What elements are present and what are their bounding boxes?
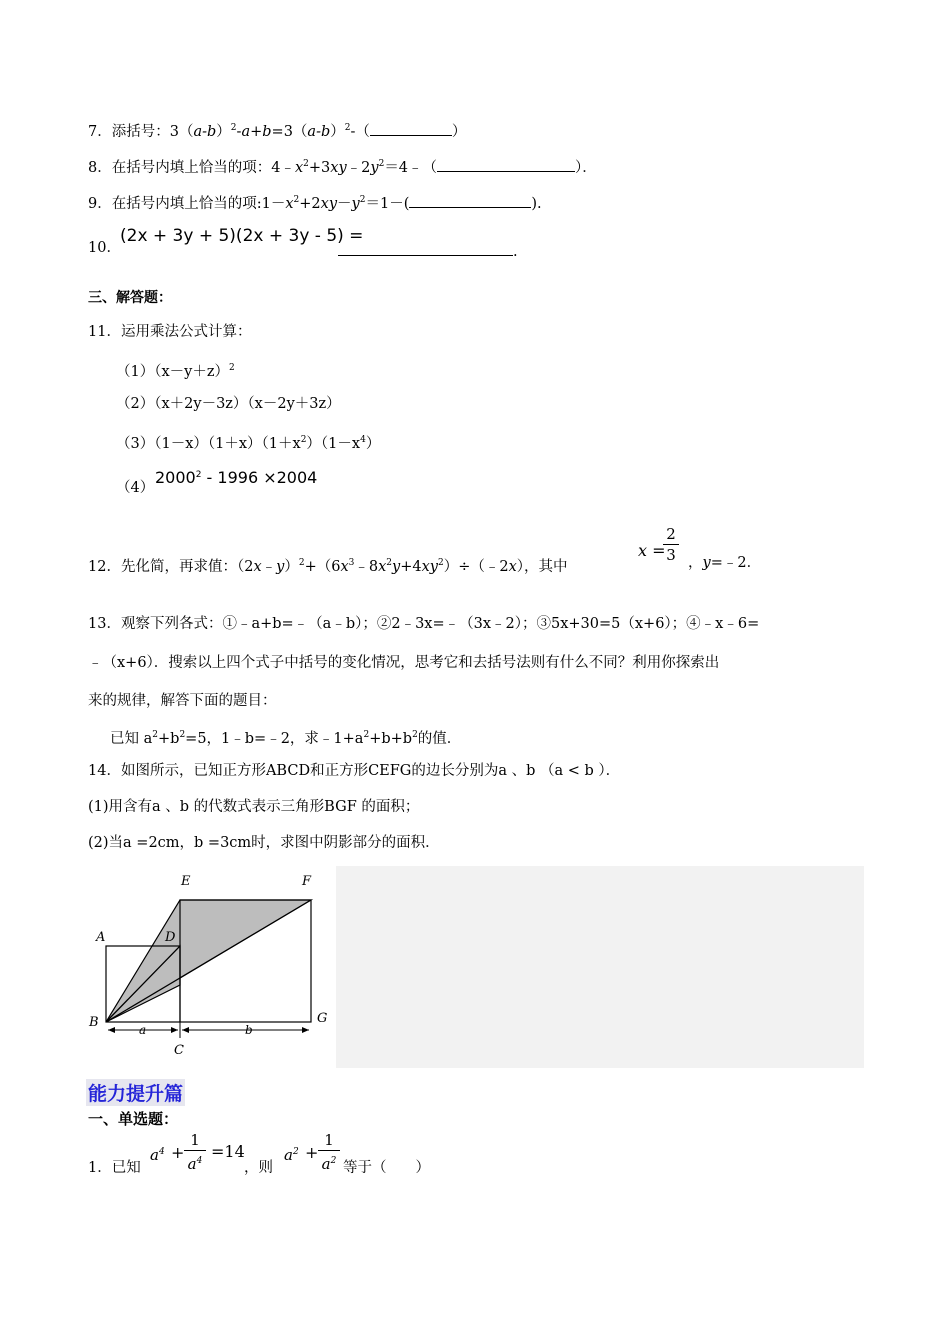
answer-blank[interactable] xyxy=(409,193,531,208)
question-12: 12．先化简，再求值：$(2x﹣y)^2+(6x^3﹣8x^2y+4xy^2)\div(﹣2x)$，其中 xyxy=(88,558,568,575)
question-10-number: 10． xyxy=(88,240,121,256)
section-title-advanced: 能力提升篇 xyxy=(86,1079,185,1106)
label-d: D xyxy=(165,930,176,945)
label-a: A xyxy=(96,930,106,945)
q11-part-4-label: （4） xyxy=(116,480,155,496)
q1-plus-2: + xyxy=(305,1143,319,1162)
question-8: 8．在括号内填上恰当的项：$4﹣x^2+3xy﹣2y^2=4﹣$（ ）． xyxy=(88,159,597,176)
question-11: 11．运用乘法公式计算： xyxy=(88,324,252,340)
q1-equals-14: =14 xyxy=(211,1142,245,1161)
q12-x-equals: x = xyxy=(638,541,666,560)
question-1-prefix: 1．已知 xyxy=(88,1160,141,1176)
q1-fraction-2: $\frac{1}{a^2}$ xyxy=(318,1130,340,1174)
question-9: 9．在括号内填上恰当的项$:1-x^2+2xy-y^2=1-$( ). xyxy=(88,195,542,212)
figure-background-band xyxy=(336,866,864,1068)
question-13-line-3: 来的规律，解答下面的题目： xyxy=(88,693,277,709)
question-14-line-3: (2)当a =2cm，b =3cm时，求图中阴影部分的面积． xyxy=(88,835,440,851)
q11-part-1: $(1)(x-y+z)^2$ xyxy=(116,363,235,380)
q1-tail: 等于（ ） xyxy=(343,1160,430,1176)
question-13-line-1: 13．观察下列各式：①﹣a+b=﹣（a﹣b）；②2﹣3x=﹣（3x﹣2）；③5x+30=5（x+6）；④﹣x﹣6= xyxy=(88,616,760,632)
q1-fraction-1: $\frac{1}{a^4}$ xyxy=(184,1130,206,1174)
q12-tail: ，y=﹣2． xyxy=(688,555,762,571)
q1-term-a4: $a^4$ xyxy=(150,1146,165,1164)
q12-fraction: $\frac{2}{3}$ xyxy=(663,524,679,565)
q1-then: ，则 xyxy=(244,1160,273,1176)
question-10-expression: (2x + 3y + 5)(2x + 3y - 5) = xyxy=(120,226,364,246)
q11-part-2: （2）（x＋2y－3z）（x－2y＋3z） xyxy=(116,396,341,412)
q11-part-4-expression: 2000$^2$ - 1996 ×2004 xyxy=(155,468,318,487)
answer-blank[interactable] xyxy=(370,121,452,136)
q1-plus: + xyxy=(171,1143,185,1162)
label-e: E xyxy=(181,874,191,889)
question-14-line-1: 14．如图所示，已知正方形ABCD和正方形CEFG的边长分别为a 、b （a < b ）． xyxy=(88,763,621,779)
section-heading-single-choice: 一、单选题： xyxy=(88,1110,179,1128)
label-b-length: b xyxy=(245,1023,253,1037)
question-13-line-2: ﹣（x+6）．搜索以上四个式子中括号的变化情况，思考它和去括号法则有什么不同？利用你探索出 xyxy=(88,655,720,671)
squares-diagram xyxy=(86,866,336,1060)
question-13-line-4: 已知 $a^2+b^2=5$，1﹣b=﹣2，求$﹣1+a^2+b+b^2$的值． xyxy=(110,730,462,747)
question-7: 7．添括号：$3(a-b)^2-a+b=3(a-b)^2-$（ ） xyxy=(88,123,467,140)
label-f: F xyxy=(302,874,312,889)
answer-blank[interactable] xyxy=(338,241,513,256)
question-10-blank-line: . xyxy=(338,241,518,262)
label-a-length: a xyxy=(139,1023,147,1037)
q11-part-3: $(3)(1-x)(1+x)(1+x^2)(1-x^4)$ xyxy=(116,435,381,452)
geometry-figure xyxy=(86,866,336,1060)
section-heading: 三、解答题： xyxy=(88,290,172,306)
label-b: B xyxy=(89,1015,99,1030)
q1-term-a2: $a^2$ xyxy=(284,1146,299,1164)
answer-blank[interactable] xyxy=(437,157,575,172)
label-c: C xyxy=(174,1043,184,1058)
label-g: G xyxy=(317,1011,328,1026)
question-14-line-2: (1)用含有a 、b 的代数式表示三角形BGF 的面积； xyxy=(88,799,420,815)
